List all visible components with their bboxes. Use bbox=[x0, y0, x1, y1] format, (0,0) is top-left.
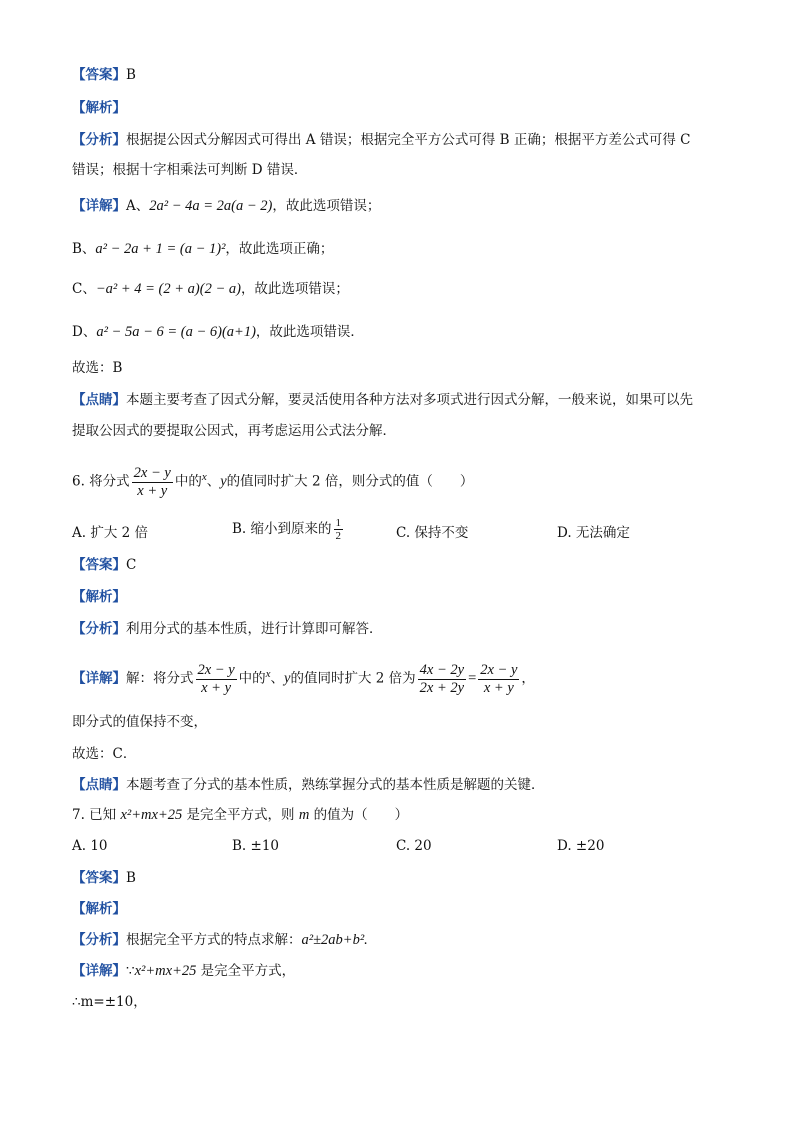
q7-detail-line bbox=[72, 962, 295, 980]
fraction-denominator: x + y bbox=[483, 679, 514, 696]
because-symbol: ∵ bbox=[126, 963, 135, 979]
q5-comment-line1 bbox=[72, 391, 693, 409]
q6-option-d[interactable] bbox=[557, 521, 630, 541]
q7-stem-var: m bbox=[298, 807, 310, 823]
answer-tag: 【答案】 bbox=[72, 557, 126, 573]
q5-answer-line bbox=[72, 66, 136, 84]
q7-stem-suffix: 的值为（ ） bbox=[309, 807, 409, 823]
option-label: A. 扩大 2 倍 bbox=[72, 525, 149, 541]
comment-text-cont: 提取公因式的要提取公因式，再考虑运用公式法分解． bbox=[72, 423, 396, 439]
detail-tag: 【详解】 bbox=[72, 670, 126, 687]
q6-jiexi-line bbox=[72, 588, 126, 606]
detail-d-math: a² − 5a − 6 = (a − 6)(a+1) bbox=[96, 324, 256, 340]
comment-text: 本题考查了分式的基本性质，熟练掌握分式的基本性质是解题的关键． bbox=[126, 777, 545, 793]
detail-a-suffix: ，故此选项错误； bbox=[272, 198, 381, 214]
fraction-numerator: 2x − y bbox=[197, 661, 235, 678]
q5-analysis-line2 bbox=[72, 161, 307, 179]
option-label: C. 20 bbox=[396, 838, 432, 854]
detail-sep: 、 bbox=[270, 670, 285, 687]
q5-choose bbox=[72, 359, 122, 377]
jiexi-tag: 【解析】 bbox=[72, 901, 126, 917]
detail-c-prefix: C、 bbox=[72, 281, 96, 297]
q6-var-y: y bbox=[220, 473, 227, 490]
fraction-denominator: 2x + 2y bbox=[419, 679, 465, 696]
option-label: B. 缩小到原来的 bbox=[232, 521, 332, 537]
analysis-text: 利用分式的基本性质，进行计算即可解答． bbox=[126, 621, 383, 637]
detail-fraction-2 bbox=[418, 662, 466, 697]
analysis-text: 根据完全平方式的特点求解： bbox=[126, 932, 302, 948]
q7-option-b[interactable] bbox=[232, 838, 279, 854]
analysis-tag: 【分析】 bbox=[72, 621, 126, 637]
q7-analysis-line bbox=[72, 931, 368, 949]
q7-option-a[interactable] bbox=[72, 838, 108, 854]
q7-stem-math: x²+mx+25 bbox=[120, 807, 183, 823]
q6-detail-line bbox=[72, 654, 535, 699]
q6-answer-line bbox=[72, 556, 136, 574]
q6-analysis-line bbox=[72, 620, 383, 638]
option-b-fraction bbox=[334, 517, 344, 542]
comment-tag: 【点睛】 bbox=[72, 392, 126, 408]
detail-mid2: 的值同时扩大 2 倍为 bbox=[290, 670, 416, 687]
option-label: B. ±10 bbox=[232, 838, 279, 854]
analysis-text-cont: 错误；根据十字相乘法可判断 D 错误． bbox=[72, 162, 308, 178]
detail-c-suffix: ，故此选项错误； bbox=[240, 281, 349, 297]
q6-comment-line bbox=[72, 776, 545, 794]
q7-stem-mid: 是完全平方式，则 bbox=[182, 807, 299, 823]
detail-suffix: 是完全平方式， bbox=[196, 963, 296, 979]
fraction-denominator: x + y bbox=[137, 482, 168, 499]
q7-answer-line bbox=[72, 869, 136, 887]
detail-text: 即分式的值保持不变， bbox=[72, 714, 207, 730]
choose-text: 故选：B bbox=[72, 360, 123, 376]
option-label: D. ±20 bbox=[557, 838, 605, 854]
option-label: A. 10 bbox=[72, 838, 108, 854]
q5-detail-b bbox=[72, 240, 333, 258]
q5-detail-c bbox=[72, 280, 349, 298]
jiexi-tag: 【解析】 bbox=[72, 100, 126, 116]
detail-b-suffix: ，故此选项正确； bbox=[225, 241, 334, 257]
q6-choose bbox=[72, 745, 136, 763]
q6-stem bbox=[72, 457, 473, 502]
answer-value: B bbox=[126, 870, 136, 886]
fraction-numerator: 2x − y bbox=[133, 464, 171, 481]
fraction-denominator: x + y bbox=[201, 679, 232, 696]
q6-stem-fraction bbox=[132, 465, 173, 500]
detail-b-math: a² − 2a + 1 = (a − 1)² bbox=[95, 241, 226, 257]
jiexi-tag: 【解析】 bbox=[72, 589, 126, 605]
q7-option-c[interactable] bbox=[396, 838, 432, 854]
q5-comment-line2 bbox=[72, 422, 396, 440]
q6-stem-prefix: 6. 将分式 bbox=[72, 473, 130, 490]
detail-d-suffix: ，故此选项错误． bbox=[255, 324, 364, 340]
answer-value: B bbox=[126, 67, 136, 83]
q5-analysis-line1 bbox=[72, 131, 690, 149]
q6-option-a[interactable] bbox=[72, 521, 148, 541]
detail-a-prefix: A、 bbox=[126, 198, 150, 214]
analysis-tag: 【分析】 bbox=[72, 132, 126, 148]
comment-text: 本题主要考查了因式分解，要灵活使用各种方法对多项式进行因式分解，一般来说，如果可以先 bbox=[126, 392, 693, 408]
answer-tag: 【答案】 bbox=[72, 870, 126, 886]
q6-option-c[interactable] bbox=[396, 521, 468, 541]
q7-jiexi-line bbox=[72, 900, 126, 918]
comment-tag: 【点睛】 bbox=[72, 777, 126, 793]
detail-b-prefix: B、 bbox=[72, 241, 96, 257]
detail-tag: 【详解】 bbox=[72, 963, 126, 979]
detail-mid: 中的 bbox=[238, 670, 266, 687]
detail-a-math: 2a² − 4a = 2a(a − 2) bbox=[149, 198, 273, 214]
analysis-text: 根据提公因式分解因式可得出 A 错误；根据完全平方公式可得 B 正确；根据平方差公式可得 C bbox=[126, 132, 691, 148]
choose-text: 故选：C． bbox=[72, 746, 137, 762]
detail-fraction-3 bbox=[478, 662, 519, 697]
q7-detail-line2 bbox=[72, 993, 147, 1011]
q5-jiexi-line bbox=[72, 99, 126, 117]
fraction-numerator: 2x − y bbox=[480, 661, 518, 678]
q7-stem-prefix: 7. 已知 bbox=[72, 807, 121, 823]
fraction-denominator: 2 bbox=[335, 530, 342, 542]
answer-tag: 【答案】 bbox=[72, 67, 126, 83]
detail-var-x: x bbox=[265, 668, 271, 680]
detail-text: ∴m=±10， bbox=[72, 994, 147, 1010]
q6-var-x: x bbox=[201, 471, 207, 483]
detail-prefix: 解：将分式 bbox=[126, 670, 194, 687]
analysis-tag: 【分析】 bbox=[72, 932, 126, 948]
q6-sep: 、 bbox=[206, 473, 221, 490]
q7-stem bbox=[72, 806, 408, 824]
option-label: D. 无法确定 bbox=[557, 525, 630, 541]
detail-c-math: −a² + 4 = (2 + a)(2 − a) bbox=[95, 281, 241, 297]
fraction-numerator: 1 bbox=[335, 517, 342, 529]
detail-fraction-1 bbox=[196, 662, 237, 697]
detail-d-prefix: D、 bbox=[72, 324, 97, 340]
q6-option-b[interactable] bbox=[232, 513, 345, 545]
equals-sign: = bbox=[468, 670, 477, 687]
detail-tag: 【详解】 bbox=[72, 198, 126, 214]
answer-value: C bbox=[126, 557, 137, 573]
detail-end: ， bbox=[521, 670, 535, 687]
q6-stem-suffix: 的值同时扩大 2 倍，则分式的值（ ） bbox=[226, 473, 474, 490]
q6-detail-line2 bbox=[72, 713, 207, 731]
detail-math: x²+mx+25 bbox=[134, 963, 197, 979]
analysis-math: a²±2ab+b². bbox=[301, 932, 368, 948]
q6-stem-mid: 中的 bbox=[174, 473, 202, 490]
fraction-numerator: 4x − 2y bbox=[419, 661, 465, 678]
detail-var-y: y bbox=[284, 670, 291, 687]
q5-detail-d bbox=[72, 323, 364, 341]
q5-detail-a bbox=[72, 197, 380, 215]
q7-option-d[interactable] bbox=[557, 838, 604, 854]
option-label: C. 保持不变 bbox=[396, 525, 469, 541]
